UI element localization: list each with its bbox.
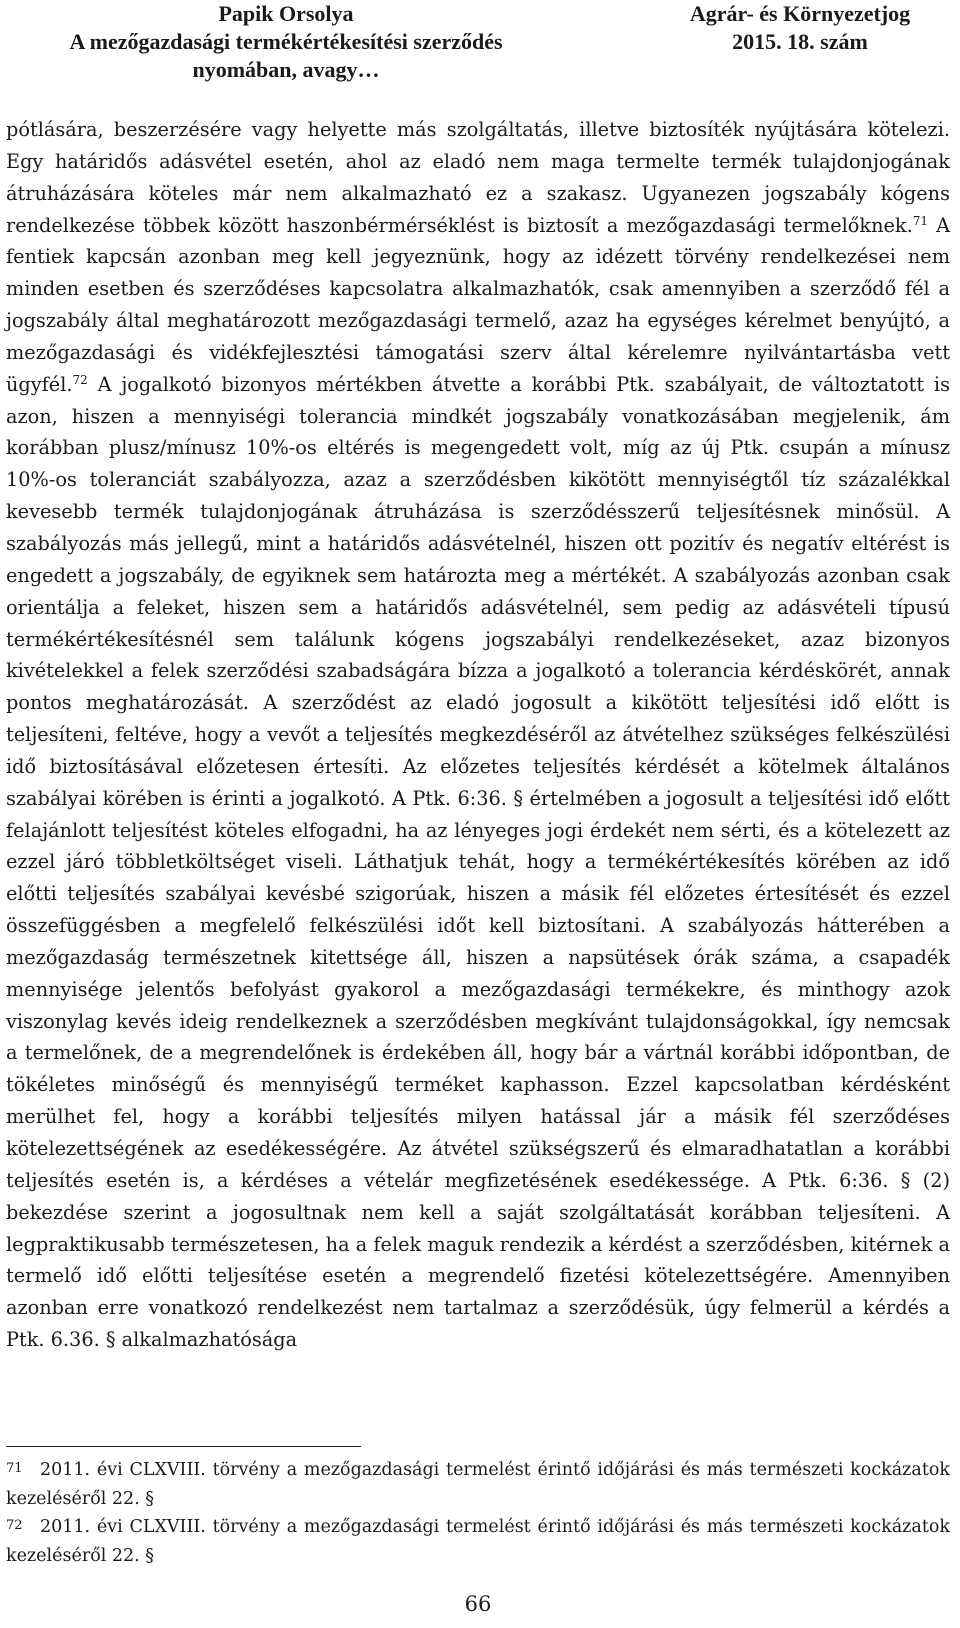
body-text-segment-2: A fentiek kapcsán azonban meg kell jegyeznünk, hogy az idézett törvény rendelkezései nem minden esetben és szerződéses kapcsolatra alkalmazhatók, csak amennyiben a szerződő fél a jogszabály által meghatározott mezőgazdasági termelő, azaz ha egységes kérelmet benyújtó, a mezőgazdasági és vidékfejlesztési támogatási szerv által kérelemre nyilvántartásba vett ügyfél. [6,213,950,396]
footnote-71: 71 2011. évi CLXVIII. törvény a mezőgazdasági termelést érintő időjárási és más természeti kockázatok kezeléséről 22. § [6,1460,950,1509]
footnote-72: 72 2011. évi CLXVIII. törvény a mezőgazdasági termelést érintő időjárási és más természeti kockázatok kezeléséről 22. § [6,1517,950,1566]
footnote-text: 2011. évi CLXVIII. törvény a mezőgazdasági termelést érintő időjárási és más természeti kockázatok kezeléséről 22. § [6,1517,950,1566]
body-text [6,114,950,1356]
body-paragraph [6,114,950,1356]
footnote-ref-72[interactable]: 72 [72,372,88,387]
header-right-block [650,0,950,56]
footnote-divider [6,1446,361,1447]
journal-issue: 2015. 18. szám [732,29,868,54]
document-page [6,0,950,1628]
footnote-ref-71[interactable]: 71 [912,213,929,228]
page-number: 66 [464,1592,492,1616]
footnotes-section [6,1456,950,1570]
author-name: Papik Orsolya [218,1,354,26]
article-title-line-1: A mezőgazdasági termékértékesítési szerződés [69,29,503,54]
footnote-text: 2011. évi CLXVIII. törvény a mezőgazdasági termelést érintő időjárási és más természeti kockázatok kezeléséről 22. § [6,1460,950,1509]
header-left-block [6,0,566,84]
body-text-segment-1: pótlására, beszerzésére vagy helyette más szolgáltatás, illetve biztosíték nyújtására kötelezi. Egy határidős adásvétel esetén, ahol az eladó nem maga termelte termék tulajdonjogának átruházására köteles már nem alkalmazható ez a szakasz. Ugyanezen jogszabály kógens rendelkezése többek között haszonbérmérséklést is biztosít a mezőgazdasági termelőknek. [6,118,950,237]
page-header [6,0,950,90]
article-title-line-2: nyomában, avagy… [192,57,380,82]
journal-name: Agrár- és Környezetjog [689,1,911,26]
body-text-segment-3: A jogalkotó bizonyos mértékben átvette a korábbi Ptk. szabályait, de változtatott is azon, hiszen a mennyiségi tolerancia mindkét jogszabály vonatkozásában megjelenik, ám korábban plusz/mínusz 10%-os eltérés is megengedett volt, míg az új Ptk. csupán a mínusz 10%-os toleranciát szabályozza, azaz a szerződésben kikötött mennyiségtől tíz százalékkal kevesebb termék tulajdonjogának átruházása is szerződésszerű teljesítésnek minősül. A szabályozás más jellegű, mint a határidős adásvételnél, hiszen ott pozitív és negatív eltérést is engedett a jogszabály, de egyiknek sem határozta meg a mértékét. A szabályozás azonban csak orientálja a feleket, hiszen sem a határidős adásvételnél, sem pedig az adásvételi típusú termékértékesítésnél sem találunk kógens jogszabályi rendelkezéseket, azaz bizonyos kivételekkel a felek szerződési szabadságára bízza a jogalkotó a tolerancia kérdéskörét, annak pontos meghatározását. A szerződést az eladó jogosult a kikötött teljesítési idő előtt is teljesíteni, feltéve, hogy a vevőt a teljesítés megkezdéséről az átvételhez szükséges felkészülési idő biztosításával előzetesen értesíti. Az előzetes teljesítés kérdését a kötelmek általános szabályai körében is érinti a jogalkotó. A Ptk. 6:36. § értelmében a jogosult a teljesítési idő előtt felajánlott teljesítést köteles elfogadni, ha az lényeges jogi érdekét nem sérti, és a kötelezett az ezzel járó többletköltséget viseli. Láthatjuk tehát, hogy a termékértékesítés körében az idő előtti teljesítés szabályai kevésbé szigorúak, hiszen a másik fél előzetes értesítését és ezzel összefüggésben a megfelelő felkészülési időt kell biztosítani. A szabályozás hátterében a mezőgazdaság természetnek kitettsége áll, hiszen a napsütések órák száma, a csapadék mennyisége jelentős befolyást gyakorol a mezőgazdasági termékekre, és minthogy azok viszonylag kevés ideig rendelkeznek a szerződésben megkívánt tulajdonságokkal, így nemcsak a termelőnek, de a megrendelőnek is érdekében áll, hogy bár a vártnál korábbi időpontban, de tökéletes minőségű és mennyiségű terméket kaphasson. Ezzel kapcsolatban kérdésként merülhet fel, hogy a korábbi teljesítés milyen hatással jár a másik fél szerződéses kötelezettségének az esedékességére. Az átvétel szükségszerű és elmaradhatatlan a korábbi teljesítés esetén is, a kérdéses a vételár megfizetésének esedékessége. A Ptk. 6:36. § (2) bekezdése szerint a jogosultnak nem kell a saját szolgáltatását korábban teljesíteni. A legpraktikusabb természetesen, ha a felek maguk rendezik a kérdést a szerződésben, kitérnek a termelő idő előtti teljesítése esetén a megrendelő fizetési kötelezettségére. Amennyiben azonban erre vonatkozó rendelkezést nem tartalmaz a szerződésük, úgy felmerül a kérdés a Ptk. 6.36. § alkalmazhatósága [6,372,950,1352]
